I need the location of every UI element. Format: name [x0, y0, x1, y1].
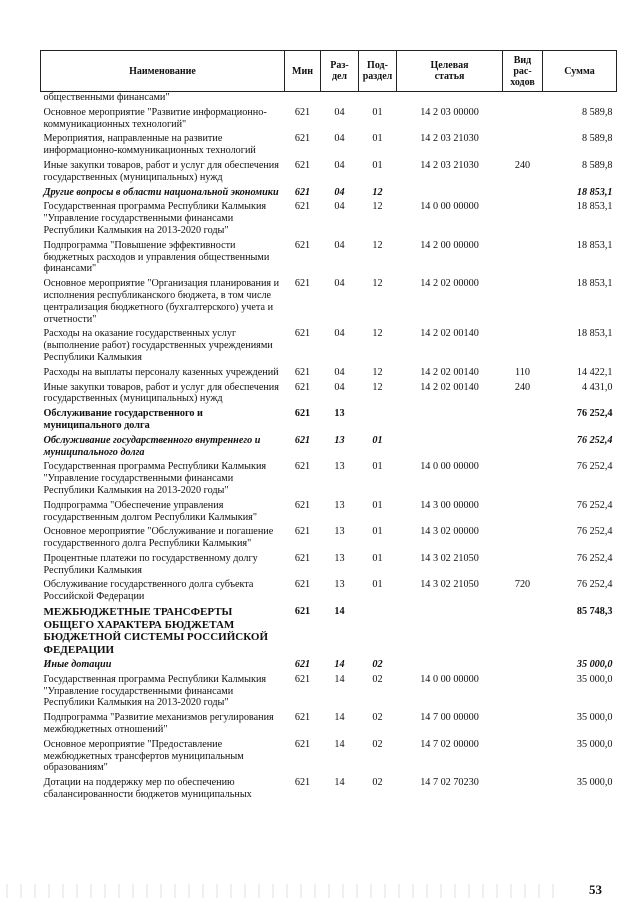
cell-summa: 18 853,1 [576, 278, 613, 290]
cell-statya: 14 3 00 00000 [420, 499, 479, 511]
cell-podrazdel: 01 [372, 579, 383, 591]
table-row [41, 435, 617, 462]
cell-min: 621 [294, 434, 311, 446]
cell-podrazdel [359, 408, 397, 435]
cell-podrazdel: 02 [372, 673, 383, 685]
cell-name: Основное мероприятие "Обслуживание и погашение государственного долга Республики Калмыкия" [43, 526, 274, 550]
cell-summa: 76 252,4 [576, 552, 613, 564]
cell-statya: 14 0 00 00000 [420, 201, 479, 213]
cell-min: 621 [294, 381, 311, 393]
cell-name: Обслуживание государственного долга субъекта Российской Федерации [43, 579, 254, 603]
cell-name: МЕЖБЮДЖЕТНЫЕ ТРАНСФЕРТЫ ОБЩЕГО ХАРАКТЕРА БЮДЖЕТАМ БЮДЖЕТНОЙ СИСТЕМЫ РОССИЙСКОЙ ФЕДЕРАЦИИ [43, 606, 269, 656]
cell-summa: 18 853,1 [576, 201, 613, 213]
cell-statya [397, 92, 503, 107]
table-row [41, 606, 617, 659]
cell-statya: 14 2 00 00000 [420, 239, 479, 251]
table-header [41, 51, 617, 92]
cell-statya [397, 187, 503, 202]
cell-vid [503, 674, 543, 712]
table-row [41, 92, 617, 107]
cell-vid [503, 133, 543, 160]
cell-razdel: 04 [334, 186, 345, 198]
cell-summa [543, 92, 617, 107]
cell-vid [503, 526, 543, 553]
table-row [41, 382, 617, 409]
cell-name: Подпрограмма "Обеспечение управления государственным долгом Республики Калмыкия" [43, 499, 257, 523]
cell-vid: 240 [514, 159, 531, 171]
cell-vid [503, 107, 543, 134]
cell-vid [503, 606, 543, 659]
cell-razdel: 04 [334, 201, 345, 213]
header-podrazdel: Под- раздел [359, 51, 397, 92]
cell-vid [503, 461, 543, 499]
cell-vid [503, 92, 543, 107]
cell-statya: 14 2 02 00000 [420, 278, 479, 290]
cell-razdel: 13 [334, 579, 345, 591]
table-row [41, 579, 617, 606]
budget-table [40, 50, 617, 804]
table-row [41, 328, 617, 366]
cell-razdel: 14 [334, 738, 345, 750]
cell-statya [397, 659, 503, 674]
cell-summa: 35 000,0 [576, 712, 613, 724]
cell-statya: 14 2 02 00140 [420, 366, 479, 378]
cell-podrazdel [359, 606, 397, 659]
table-row [41, 526, 617, 553]
cell-summa: 35 000,0 [576, 777, 613, 789]
cell-podrazdel: 12 [372, 328, 383, 340]
cell-razdel: 14 [334, 673, 345, 685]
cell-podrazdel: 02 [372, 738, 383, 750]
cell-name: общественными финансами" [43, 92, 170, 103]
cell-vid: 720 [514, 579, 531, 591]
cell-podrazdel: 12 [372, 239, 383, 251]
cell-summa: 76 252,4 [576, 526, 613, 538]
table-row [41, 712, 617, 739]
cell-min: 621 [294, 201, 311, 213]
cell-summa: 76 252,4 [576, 408, 613, 420]
cell-summa: 76 252,4 [576, 461, 613, 473]
table-row [41, 777, 617, 804]
cell-summa: 18 853,1 [576, 239, 613, 251]
cell-statya [397, 435, 503, 462]
cell-statya [397, 606, 503, 659]
cell-razdel: 04 [334, 366, 345, 378]
cell-razdel: 13 [334, 434, 345, 446]
cell-podrazdel [359, 92, 397, 107]
cell-podrazdel: 01 [372, 133, 383, 145]
cell-podrazdel: 01 [372, 434, 383, 446]
page-number: 53 [589, 882, 602, 897]
cell-vid [503, 739, 543, 777]
cell-min: 621 [294, 738, 311, 750]
cell-podrazdel: 01 [372, 499, 383, 511]
cell-razdel: 13 [334, 526, 345, 538]
cell-vid [503, 712, 543, 739]
table-body [41, 92, 617, 804]
cell-min: 621 [294, 712, 311, 724]
cell-razdel: 13 [334, 552, 345, 564]
cell-name: Иные закупки товаров, работ и услуг для обеспечения государственных (муниципальных) нужд [43, 159, 279, 183]
cell-statya [397, 408, 503, 435]
header-name: Наименование [41, 51, 285, 92]
cell-summa: 8 589,8 [581, 106, 613, 118]
cell-vid: 240 [514, 381, 531, 393]
cell-summa: 8 589,8 [581, 133, 613, 145]
cell-name: Подпрограмма "Развитие механизмов регулирования межбюджетных отношений" [43, 712, 274, 736]
table-row [41, 201, 617, 239]
cell-podrazdel: 01 [372, 159, 383, 171]
cell-podrazdel: 01 [372, 552, 383, 564]
cell-summa: 85 748,3 [576, 606, 613, 618]
cell-name: Другие вопросы в области национальной экономики [43, 186, 279, 198]
table-row [41, 500, 617, 527]
cell-razdel: 04 [334, 381, 345, 393]
cell-podrazdel: 12 [372, 278, 383, 290]
cell-vid [503, 240, 543, 278]
cell-razdel: 14 [334, 606, 345, 618]
cell-min: 621 [294, 328, 311, 340]
cell-statya: 14 0 00 00000 [420, 673, 479, 685]
cell-statya: 14 7 02 70230 [420, 777, 479, 789]
table-row [41, 160, 617, 187]
cell-min: 621 [294, 579, 311, 591]
cell-razdel: 04 [334, 239, 345, 251]
table-row [41, 674, 617, 712]
table-row [41, 107, 617, 134]
cell-podrazdel: 12 [372, 186, 383, 198]
cell-summa: 76 252,4 [576, 579, 613, 591]
cell-vid [503, 187, 543, 202]
cell-statya: 14 7 00 00000 [420, 712, 479, 724]
cell-podrazdel: 02 [372, 659, 383, 671]
cell-name: Государственная программа Республики Калмыкия "Управление государственными финансами Республики Калмыкия на 2013-2020 годы" [43, 673, 267, 709]
cell-razdel: 14 [334, 659, 345, 671]
cell-min: 621 [294, 461, 311, 473]
cell-podrazdel: 01 [372, 106, 383, 118]
table-row [41, 461, 617, 499]
cell-min: 621 [294, 366, 311, 378]
cell-statya: 14 2 02 00140 [420, 328, 479, 340]
cell-summa: 8 589,8 [581, 159, 613, 171]
cell-name: Процентные платежи по государственному долгу Республики Калмыкия [43, 552, 258, 576]
cell-name: Обслуживание государственного и муниципального долга [43, 408, 203, 431]
cell-name: Государственная программа Республики Калмыкия "Управление государственными финансами Республики Калмыкия на 2013-2020 годы" [43, 201, 267, 236]
cell-min: 621 [294, 777, 311, 789]
cell-vid [503, 500, 543, 527]
cell-min: 621 [294, 239, 311, 251]
cell-name: Расходы на оказание государственных услуг (выполнение работ) государственных учреждениями Республики Калмыкия [43, 328, 273, 363]
cell-vid [503, 777, 543, 804]
cell-razdel: 04 [334, 133, 345, 145]
cell-name: Обслуживание государственного внутреннего и муниципального долга [43, 434, 261, 458]
cell-summa: 14 422,1 [576, 366, 613, 378]
header-statya: Целевая статья [397, 51, 503, 92]
scan-artifact-strip [0, 884, 560, 898]
cell-statya: 14 3 02 21050 [420, 552, 479, 564]
cell-podrazdel: 02 [372, 777, 383, 789]
cell-razdel: 04 [334, 106, 345, 118]
cell-statya: 14 7 02 00000 [420, 738, 479, 750]
cell-statya: 14 3 02 00000 [420, 526, 479, 538]
cell-min: 621 [294, 526, 311, 538]
cell-name: Иные закупки товаров, работ и услуг для обеспечения государственных (муниципальных) нужд [43, 381, 279, 405]
cell-podrazdel: 01 [372, 526, 383, 538]
cell-min: 621 [294, 159, 311, 171]
table-row [41, 240, 617, 278]
header-razdel: Раз- дел [321, 51, 359, 92]
cell-vid [503, 408, 543, 435]
header-min: Мин [285, 51, 321, 92]
cell-podrazdel: 02 [372, 712, 383, 724]
table-row [41, 278, 617, 328]
header-summa: Сумма [543, 51, 617, 92]
cell-razdel: 04 [334, 328, 345, 340]
cell-razdel: 04 [334, 278, 345, 290]
cell-razdel: 13 [334, 499, 345, 511]
cell-min: 621 [294, 499, 311, 511]
cell-razdel [321, 92, 359, 107]
cell-razdel: 14 [334, 712, 345, 724]
cell-podrazdel: 01 [372, 461, 383, 473]
cell-name: Подпрограмма "Повышение эффективности бюджетных расходов и управления общественными финансами" [43, 239, 270, 275]
cell-vid [503, 328, 543, 366]
cell-podrazdel: 12 [372, 201, 383, 213]
table-row [41, 739, 617, 777]
cell-razdel: 13 [334, 408, 345, 420]
cell-min: 621 [294, 606, 311, 618]
cell-vid: 110 [515, 366, 530, 378]
cell-podrazdel: 12 [372, 381, 383, 393]
cell-name: Иные дотации [43, 659, 112, 671]
cell-vid [503, 659, 543, 674]
cell-summa: 35 000,0 [576, 673, 613, 685]
cell-vid [503, 201, 543, 239]
table-row [41, 553, 617, 580]
cell-statya: 14 3 02 21050 [420, 579, 479, 591]
header-vid: Вид рас- ходов [503, 51, 543, 92]
cell-name: Расходы на выплаты персоналу казенных учреждений [43, 366, 279, 378]
cell-min: 621 [294, 278, 311, 290]
cell-summa: 35 000,0 [576, 659, 613, 671]
cell-statya: 14 0 00 00000 [420, 461, 479, 473]
cell-summa: 76 252,4 [576, 499, 613, 511]
cell-statya: 14 2 03 21030 [420, 159, 479, 171]
cell-summa: 4 431,0 [581, 381, 613, 393]
cell-name: Дотации на поддержку мер по обеспечению сбалансированности бюджетов муниципальных [43, 777, 252, 801]
cell-razdel: 14 [334, 777, 345, 789]
table-row [41, 187, 617, 202]
cell-podrazdel: 12 [372, 366, 383, 378]
cell-min: 621 [294, 552, 311, 564]
cell-min: 621 [294, 673, 311, 685]
cell-min: 621 [294, 186, 311, 198]
cell-name: Мероприятия, направленные на развитие информационно-коммуникационных технологий [43, 133, 256, 157]
cell-min: 621 [294, 133, 311, 145]
cell-summa: 18 853,1 [576, 328, 613, 340]
table-row [41, 659, 617, 674]
cell-name: Основное мероприятие "Предоставление межбюджетных трансфертов муниципальным образованиям" [43, 738, 244, 774]
cell-summa: 76 252,4 [576, 434, 613, 446]
cell-min [285, 92, 321, 107]
table-row [41, 367, 617, 382]
cell-statya: 14 2 02 00140 [420, 381, 479, 393]
cell-vid [503, 553, 543, 580]
cell-name: Государственная программа Республики Калмыкия "Управление государственными финансами Республики Калмыкия на 2013-2020 годы" [43, 461, 267, 496]
cell-vid [503, 278, 543, 328]
cell-name: Основное мероприятие "Организация планирования и исполнения республиканского бюджета, в том числе централизация бюджетного (бухгалтерского) учета и отчетности" [43, 278, 280, 325]
cell-min: 621 [294, 659, 311, 671]
cell-min: 621 [294, 408, 311, 420]
cell-statya: 14 2 03 00000 [420, 106, 479, 118]
cell-statya: 14 2 03 21030 [420, 133, 479, 145]
cell-summa: 35 000,0 [576, 738, 613, 750]
cell-vid [503, 435, 543, 462]
cell-min: 621 [294, 106, 311, 118]
cell-razdel: 04 [334, 159, 345, 171]
cell-name: Основное мероприятие "Развитие информационно-коммуникационных технологий" [43, 106, 267, 130]
cell-razdel: 13 [334, 461, 345, 473]
cell-summa: 18 853,1 [576, 186, 613, 198]
table-row [41, 133, 617, 160]
table-row [41, 408, 617, 435]
